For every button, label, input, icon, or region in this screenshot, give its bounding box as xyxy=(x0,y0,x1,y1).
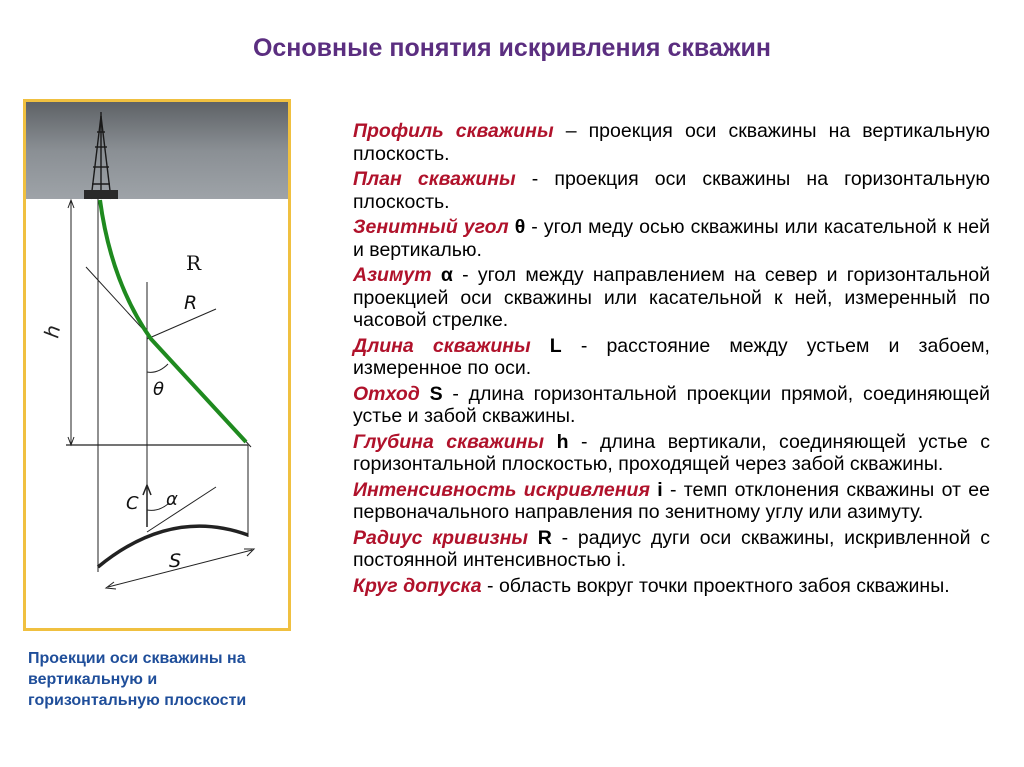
definition-text: – проекция оси скважины на вертикальную плоскость. xyxy=(353,120,990,165)
definition-term: Радиус кривизны xyxy=(353,526,529,549)
label-S: S xyxy=(169,550,182,572)
label-theta: θ xyxy=(153,379,165,400)
definition-term: Зенитный угол xyxy=(353,216,509,238)
definition-text: - темп отклонения скважины от ее первоначального направления по зенитному углу или азимуту. xyxy=(353,478,990,523)
definition-item xyxy=(353,575,990,598)
north-arrow xyxy=(143,485,151,527)
label-R-top: R xyxy=(186,251,202,275)
definition-symbol: R xyxy=(528,526,552,549)
page-title: Основные понятия искривления скважин xyxy=(252,34,772,62)
definition-symbol: L xyxy=(530,334,562,357)
definition-item xyxy=(353,527,990,572)
definition-symbol: S xyxy=(419,382,443,405)
definition-text: - проекция оси скважины на горизонтальную плоскость. xyxy=(353,168,990,213)
definition-symbol: θ xyxy=(508,216,526,238)
label-R-arc: R xyxy=(184,292,198,314)
definition-symbol: α xyxy=(431,264,453,286)
definition-text: - радиус дуги оси скважины, искривленной с постоянной интенсивностью i. xyxy=(353,526,991,571)
radius-line xyxy=(147,309,216,339)
definition-term: Профиль скважины xyxy=(353,120,554,142)
definition-term: Отход xyxy=(353,382,420,405)
alpha-arc xyxy=(147,504,168,510)
definition-item xyxy=(353,383,990,428)
definition-text: - длина вертикали, соединяющей устье с горизонтальной плоскостью, проходящей через забой скважины. xyxy=(353,430,990,475)
definition-item xyxy=(353,168,990,213)
definition-symbol: i xyxy=(649,478,663,501)
definition-item xyxy=(353,120,990,165)
definition-term: Глубина скважины xyxy=(353,430,545,453)
well-path xyxy=(100,200,246,442)
theta-arc xyxy=(147,364,168,372)
depth-dimension xyxy=(68,200,74,445)
label-C: C xyxy=(126,493,139,514)
definition-item xyxy=(353,479,990,524)
definition-term: Интенсивность искривления xyxy=(353,478,650,501)
definition-symbol: h xyxy=(544,430,569,453)
well-projection-figure xyxy=(23,99,291,631)
definition-item xyxy=(353,335,990,380)
definition-term: Азимут xyxy=(353,264,432,286)
definition-term: Круг допуска xyxy=(353,574,482,597)
definition-item xyxy=(353,264,990,332)
sky-photo xyxy=(26,102,288,199)
label-alpha: α xyxy=(166,489,178,510)
definition-item xyxy=(353,216,990,261)
definition-item xyxy=(353,431,990,476)
definition-text: - область вокруг точки проектного забоя скважины. xyxy=(481,574,950,597)
definition-text: - длина горизонтальной проекции прямой, соединяющей устье и забой скважины. xyxy=(353,382,990,427)
figure-caption: Проекции оси скважины на вертикальную и горизонтальную плоскости xyxy=(28,650,247,709)
definition-term: План скважины xyxy=(353,168,516,190)
definition-text: - расстояние между устьем и забоем, измеренное по оси. xyxy=(353,334,990,379)
definition-term: Длина скважины xyxy=(353,334,531,357)
label-h: h xyxy=(39,323,66,340)
definition-text: - угол между направлением на север и горизонтальной проекцией оси скважины или касательной к ней, измеренный по часовой стрелке. xyxy=(353,264,990,331)
definitions-list xyxy=(353,120,990,600)
well-diagram xyxy=(26,102,288,628)
definition-text: - угол меду осью скважины или касательной к ней и вертикалью. xyxy=(353,216,990,261)
